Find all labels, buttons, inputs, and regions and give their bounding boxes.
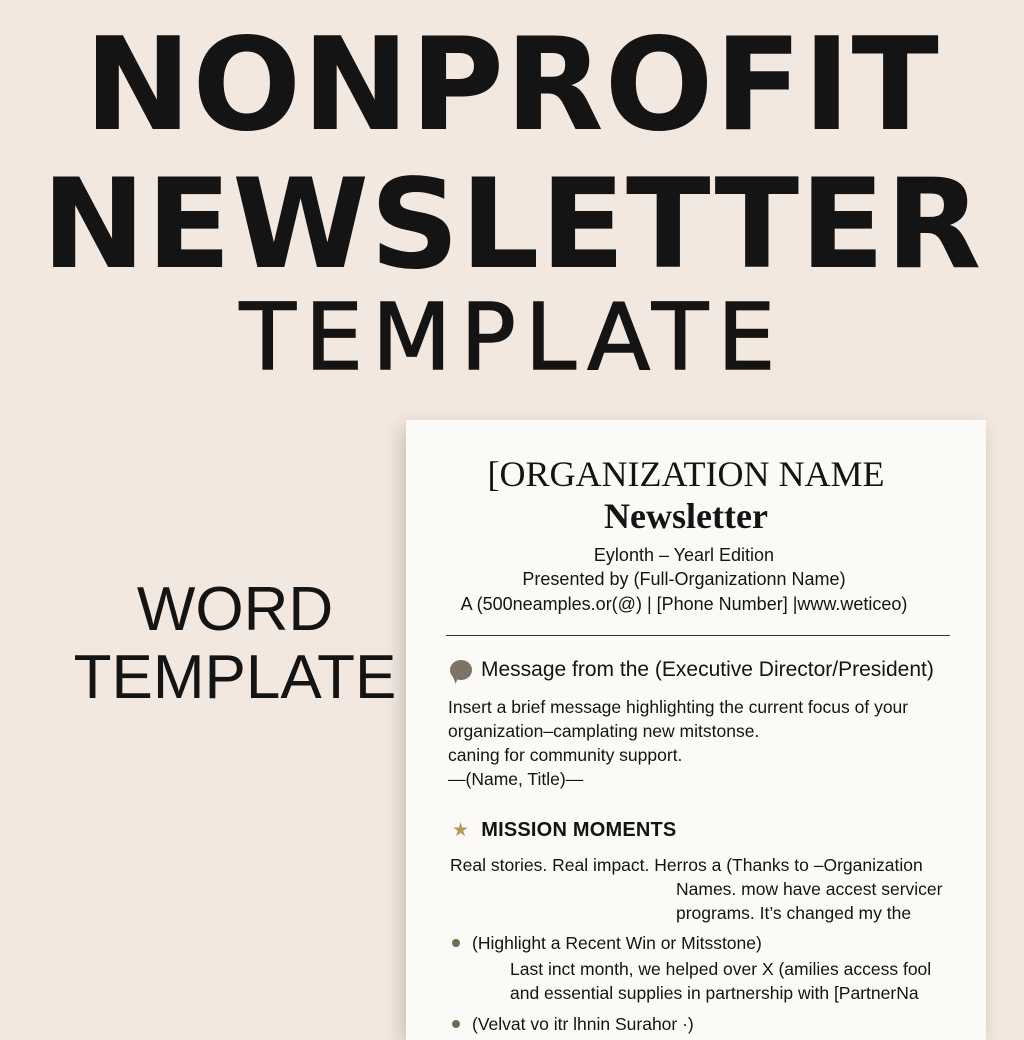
- message-line: Insert a brief message highlighting the current focus of your: [448, 697, 909, 717]
- edition-line: Eylonth – Yearl Edition: [593, 545, 775, 565]
- message-section-heading: [450, 658, 934, 682]
- message-signature: —(Name, Title)—: [448, 769, 584, 789]
- template-label: TEMPLATE: [73, 643, 397, 712]
- mission-section-heading: [450, 819, 676, 842]
- hero-title-line-1: NONPROFIT: [84, 11, 940, 160]
- contact-line: A (500neamples.or(@) | [Phone Number] |www.weticeo): [460, 594, 908, 614]
- bullet-line: Last inct month, we helped over X (amilies access fool: [510, 959, 932, 979]
- bullet-line: and essential supplies in partnership with [PartnerNa: [510, 983, 919, 1003]
- header-divider: [446, 635, 950, 636]
- document-org-name: [ORGANIZATION NAME: [487, 454, 885, 494]
- bullet-dot-icon: [452, 939, 460, 947]
- message-line: caning for community support.: [448, 745, 683, 765]
- mission-intro-line: programs. It’s changed my the: [676, 903, 912, 923]
- hero-title-line-2: NEWSLETTER: [41, 153, 983, 297]
- bullet-dot-icon: [452, 1020, 460, 1028]
- bullet-title: (Highlight a Recent Win or Mitsstone): [472, 933, 762, 953]
- presented-by-line: Presented by (Full-Organizationn Name): [522, 569, 846, 589]
- mission-intro-line: Real stories. Real impact. Herros a (Thanks to –Organization: [450, 855, 923, 875]
- message-heading-text: Message from the (Executive Director/President): [481, 658, 934, 681]
- word-label: WORD: [136, 575, 334, 644]
- mission-heading-text: MISSION MOMENTS: [481, 819, 677, 841]
- document-title: Newsletter: [604, 496, 768, 536]
- star-icon: ★: [452, 820, 470, 841]
- bullet-title: (Velvat vo itr lhnin Surahor ·): [472, 1014, 694, 1034]
- newsletter-preview-page: [406, 420, 986, 1040]
- message-line: organization–camplating new mitstonse.: [448, 721, 760, 741]
- mission-intro-line: Names. mow have accest servicer: [676, 879, 943, 899]
- speech-bubble-icon: [450, 660, 472, 680]
- hero-title-line-3: TEMPLATE: [239, 284, 785, 391]
